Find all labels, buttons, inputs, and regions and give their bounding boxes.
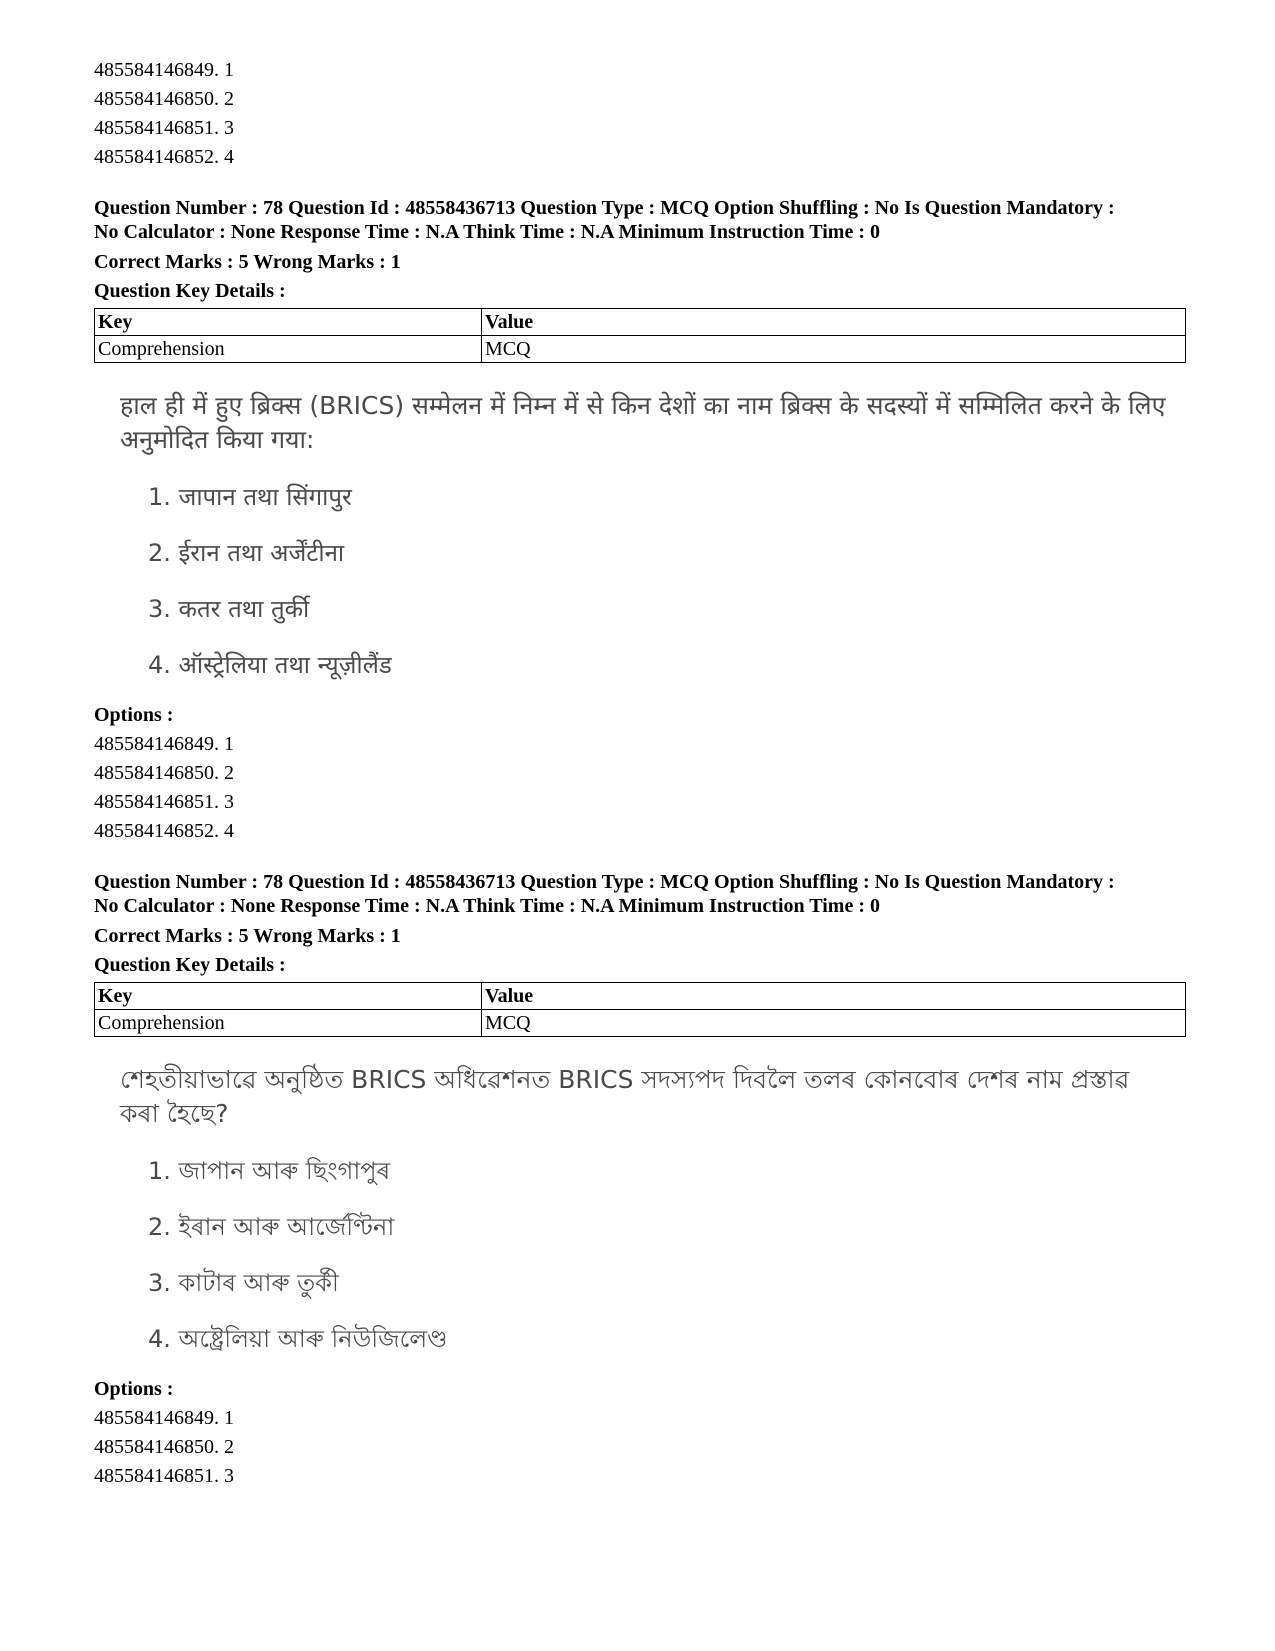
table-header-key: Key xyxy=(95,983,482,1010)
question-meta-line: Question Number : 78 Question Id : 48558436713 Question Type : MCQ Option Shuffling : No Is Question Mandatory : xyxy=(94,871,1115,893)
answer-choice: 3. कतर तथा तुर्की xyxy=(148,595,310,623)
option-line: 485584146851. 3 xyxy=(94,117,234,139)
question-text: শেহতীয়াভাৱে অনুষ্ঠিত BRICS অধিৱেশনত BRICS সদস্যপদ দিবলৈ তলৰ কোনবোৰ দেশৰ নাম প্ৰস্তাৱ কৰা হৈছে? xyxy=(120,1065,1130,1128)
option-line: 485584146851. 3 xyxy=(94,791,234,813)
question-block xyxy=(94,196,1186,846)
table-cell-key: Comprehension xyxy=(95,1010,482,1037)
answer-choice: 1. জাপান আৰু ছিংগাপুৰ xyxy=(148,1157,391,1185)
option-line: 485584146850. 2 xyxy=(94,88,234,110)
table-header-value: Value xyxy=(482,309,1186,336)
table-header-row xyxy=(95,983,1186,1010)
answer-choice: 3. কাটাৰ আৰু তুৰ্কী xyxy=(148,1269,339,1297)
table-header-value: Value xyxy=(482,983,1186,1010)
question-text: हाल ही में हुए ब्रिक्स (BRICS) सम्मेलन में निम्न में से किन देशों का नाम ब्रिक्स के सदस्यों में सम्मिलित करने के लिए अनुमोदित किया गया: xyxy=(120,391,1166,454)
options-title: Options : xyxy=(94,1378,174,1400)
option-line: 485584146852. 4 xyxy=(94,820,234,842)
question-meta xyxy=(94,870,1186,918)
key-details-title: Question Key Details : xyxy=(94,954,286,976)
option-line: 485584146852. 4 xyxy=(94,146,234,168)
option-line: 485584146849. 1 xyxy=(94,1407,234,1429)
answer-choice: 2. ইৰান আৰু আৰ্জেণ্টিনা xyxy=(148,1213,395,1241)
table-cell-value: MCQ xyxy=(482,1010,1186,1037)
option-line: 485584146851. 3 xyxy=(94,1465,234,1487)
table-header-key: Key xyxy=(95,309,482,336)
table-cell-value: MCQ xyxy=(482,336,1186,363)
option-line: 485584146849. 1 xyxy=(94,733,234,755)
table-row xyxy=(95,1010,1186,1037)
top-options-list xyxy=(94,56,1186,172)
option-line: 485584146850. 2 xyxy=(94,762,234,784)
question-block xyxy=(94,870,1186,1491)
option-line: 485584146850. 2 xyxy=(94,1436,234,1458)
table-header-row xyxy=(95,309,1186,336)
document-page xyxy=(94,56,1186,1491)
question-meta xyxy=(94,196,1186,244)
answer-choice: 4. অষ্ট্ৰেলিয়া আৰু নিউজিলেণ্ড xyxy=(148,1325,448,1353)
option-line: 485584146849. 1 xyxy=(94,59,234,81)
key-details-table xyxy=(94,982,1186,1037)
marks-line: Correct Marks : 5 Wrong Marks : 1 xyxy=(94,251,401,273)
answer-choice: 4. ऑस्ट्रेलिया तथा न्यूज़ीलैंड xyxy=(148,651,392,679)
question-meta-line: Question Number : 78 Question Id : 48558436713 Question Type : MCQ Option Shuffling : No Is Question Mandatory : xyxy=(94,197,1115,219)
key-details-table xyxy=(94,308,1186,363)
question-image xyxy=(120,389,1170,681)
options-title: Options : xyxy=(94,704,174,726)
question-meta-line: No Calculator : None Response Time : N.A Think Time : N.A Minimum Instruction Time : 0 xyxy=(94,895,880,917)
question-image xyxy=(120,1063,1170,1355)
marks-line: Correct Marks : 5 Wrong Marks : 1 xyxy=(94,925,401,947)
table-cell-key: Comprehension xyxy=(95,336,482,363)
table-row xyxy=(95,336,1186,363)
question-meta-line: No Calculator : None Response Time : N.A Think Time : N.A Minimum Instruction Time : 0 xyxy=(94,221,880,243)
answer-choice: 1. जापान तथा सिंगापुर xyxy=(148,483,352,511)
answer-choice: 2. ईरान तथा अर्जेंटीना xyxy=(148,539,345,567)
key-details-title: Question Key Details : xyxy=(94,280,286,302)
